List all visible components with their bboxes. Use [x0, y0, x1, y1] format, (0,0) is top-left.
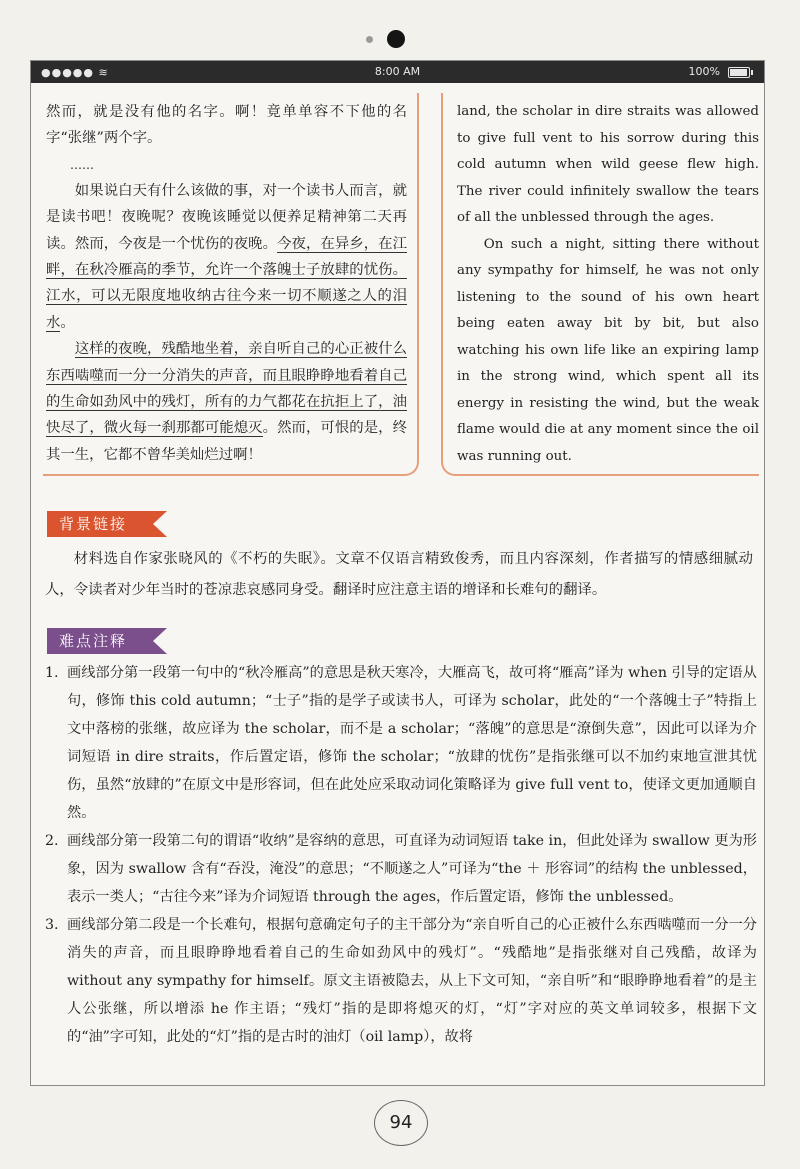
- note-item: [45, 659, 757, 827]
- device-frame: [30, 60, 765, 1086]
- cn-ellipsis: ……: [70, 157, 94, 172]
- en-paragraph-1: land, the scholar in dire straits was allowed to give full vent to his sorrow during this cold autumn when wild geese flew high. The river could infinitely swallow the tears of all the unblessed through the ages.: [457, 104, 759, 225]
- page-dot-inactive: [366, 36, 373, 43]
- page-indicator: [0, 28, 800, 50]
- en-paragraph-2: On such a night, sitting there without any sympathy for himself, he was not only listening to the sound of his own heart being eaten away bit by bit, but also watching his own life like an expiring lamp in the strong wind, which spent all its energy in resisting the wind, but the weak flame would die at any moment since the oil was running out.: [457, 236, 759, 464]
- cn-p2-end: 。: [60, 314, 75, 331]
- note-number: 3.: [45, 917, 59, 933]
- english-translation: [441, 93, 759, 476]
- cn-paragraph-3: [46, 336, 407, 468]
- background-link-tag: 背景链接: [47, 511, 153, 537]
- cn-p2-text: 如果说白天有什么该做的事，对一个读书人而言，就是读书吧！夜晚呢？夜晚该睡觉以便养足精神第二天再读。然而，今夜是一个忧伤的夜晚。: [46, 182, 407, 252]
- cn-paragraph-2: [46, 178, 407, 336]
- note-number: 2.: [45, 833, 59, 849]
- cn-paragraph-1: 然而，就是没有他的名字。啊！竟单单容不下他的名字“张继”两个字。: [46, 104, 407, 147]
- battery-level: 100%: [688, 65, 720, 78]
- note-item: [45, 911, 757, 1051]
- cn-p3-end: 。然而，可恨的是，终其一生，它都不曾华美灿烂过啊！: [46, 420, 407, 463]
- cn-p3-underlined: 这样的夜晚，残酷地坐着，亲自听自己的心正被什么东西啮噬而一分一分消失的声音，而且眼睁睁地看着自己的生命如劲风中的残灯，所有的力气都花在抗拒上了，油快尽了，微火每一刹那都可能熄灭: [46, 341, 407, 437]
- note-text: 画线部分第一段第一句中的“秋冷雁高”的意思是秋天寒冷，大雁高飞，故可将“雁高”译为 when 引导的定语从句，修饰 this cold autumn；“士子”指的是学子或读书人，可译为 scholar，此处的“一个落魄士子”特指上文中落榜的张继，故应译为 the scholar，而不是 a scholar；“落魄”的意思是“潦倒失意”，因此可以译为介词短语 in dire straits，作后置定语，修饰 the scholar；“放肆的忧伤”是指张继可以不加约束地宣泄其忧伤，虽然“放肆的”在原文中是形容词，但在此处应采取动词化策略译为 give full vent to，使译文更加通顺自然。: [67, 665, 757, 821]
- cn-p2-underlined: 今夜，在异乡，在江畔，在秋冷雁高的季节，允许一个落魄士子放肆的忧伤。江水，可以无限度地收纳古往今来一切不顺遂之人的泪水: [46, 235, 407, 331]
- page-number: 94: [374, 1100, 428, 1146]
- note-item: [45, 827, 757, 911]
- notes-list: [45, 659, 757, 1051]
- chinese-passage: [43, 93, 419, 476]
- note-number: 1.: [45, 665, 59, 681]
- battery-icon: [728, 67, 750, 78]
- status-time: 8:00 AM: [374, 65, 421, 78]
- note-text: 画线部分第二段是一个长难句，根据句意确定句子的主干部分为“亲自听自己的心正被什么东西啮噬而一分一分消失的声音，而且眼睁睁地看着自己的生命如劲风中的残灯”。“残酷地”是指张继对自己残酷，故译为 without any sympathy for himself。原文主语被隐去，从上下文可知，“亲自听”和“眼睁睁地看着”的是主人公张继，所以增添 he 作主语；“残灯”指的是即将熄灭的灯，“灯”字对应的英文单词较多，根据下文的“油”字可知，此处的“灯”指的是古时的油灯（oil lamp），故将: [67, 917, 757, 1045]
- background-text: 材料选自作家张晓风的《不朽的失眠》。文章不仅语言精致俊秀，而且内容深刻，作者描写的情感细腻动人，令读者对少年当时的苍凉悲哀感同身受。翻译时应注意主语的增译和长难句的翻译。: [45, 551, 753, 598]
- difficulty-notes-tag: 难点注释: [47, 628, 153, 654]
- status-bar: [31, 61, 764, 83]
- signal-wifi-icon: ●●●●● ≋: [41, 66, 109, 79]
- note-text: 画线部分第一段第二句的谓语“收纳”是容纳的意思，可直译为动词短语 take in，但此处译为 swallow 更为形象，因为 swallow 含有“吞没，淹没”的意思；“不顺遂之人”可译为“the ＋ 形容词”的结构 the unblessed，表示一类人；“古往今来”译为介词短语 through the ages，作后置定语，修饰 the unblessed。: [67, 833, 757, 905]
- page-dot-active: [387, 30, 405, 48]
